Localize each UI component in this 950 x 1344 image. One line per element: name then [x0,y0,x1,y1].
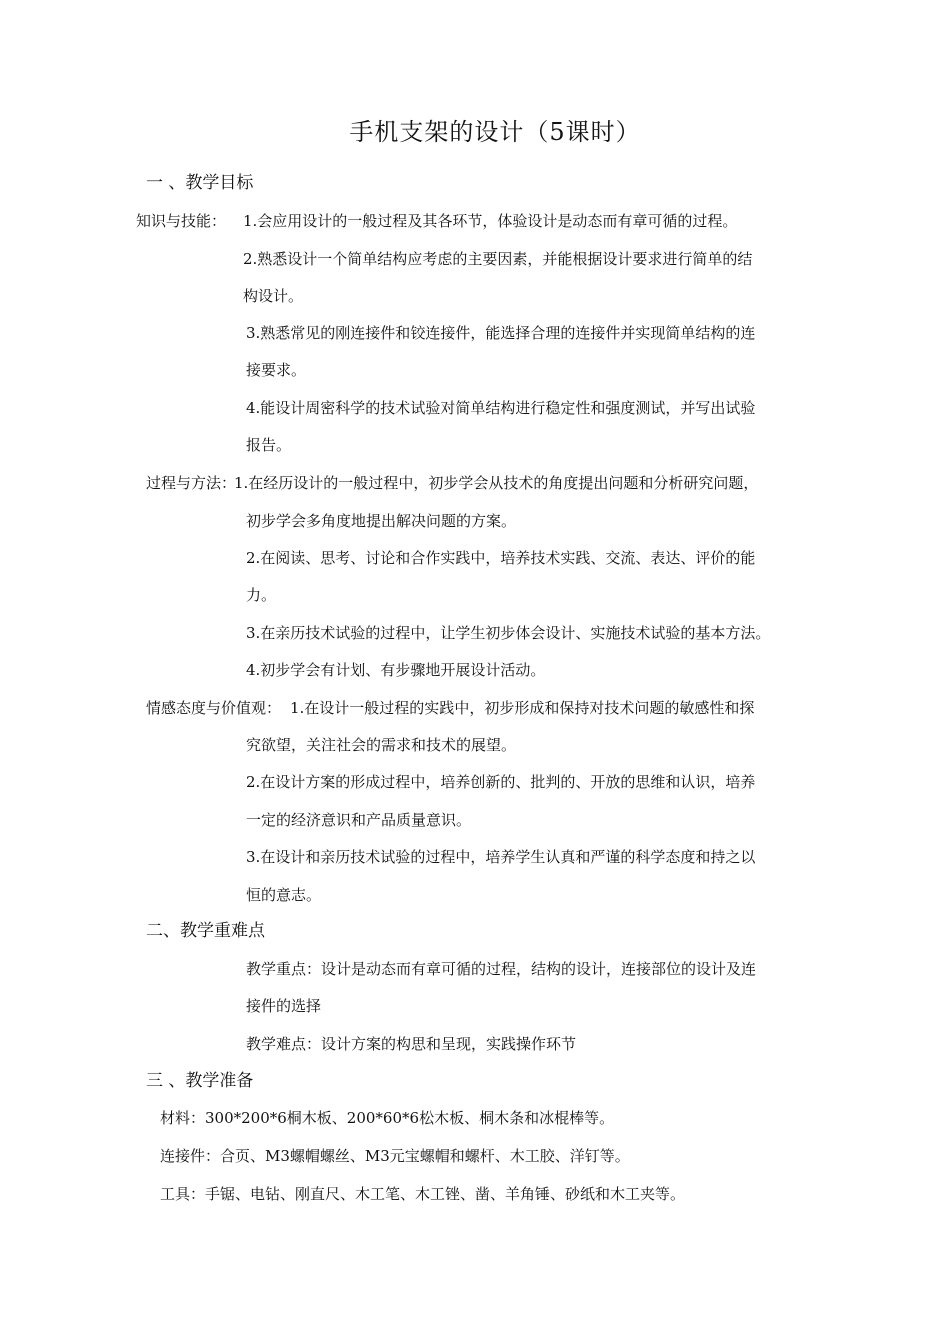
key-point-line-1: 教学重点：设计是动态而有章可循的过程，结构的设计，连接部位的设计及连 [246,960,757,978]
knowledge-item-2-line-1: 2.熟悉设计一个简单结构应考虑的主要因素，并能根据设计要求进行简单的结 [243,250,753,268]
section-heading-key-points: 二、教学重难点 [146,921,265,941]
label-process-methods: 过程与方法： [146,474,237,492]
knowledge-item-3-line-2: 接要求。 [246,361,307,379]
emotion-item-3-line-1: 3.在设计和亲历技术试验的过程中，培养学生认真和严谨的科学态度和持之以 [246,848,756,866]
document-title: 手机支架的设计（5课时） [349,118,641,146]
label-emotion-values: 情感态度与价值观： [146,699,282,717]
label-knowledge-skills: 知识与技能： [136,212,227,230]
knowledge-item-2-line-2: 构设计。 [243,287,304,305]
knowledge-item-4-line-2: 报告。 [246,436,292,454]
emotion-item-2-line-2: 一定的经济意识和产品质量意识。 [246,811,472,829]
process-item-1-line-2: 初步学会多角度地提出解决问题的方案。 [246,512,517,530]
key-point-line-2: 接件的选择 [246,997,322,1015]
emotion-item-1-line-1: 1.在设计一般过程的实践中，初步形成和保持对技术问题的敏感性和探 [290,699,755,717]
process-item-3: 3.在亲历技术试验的过程中，让学生初步体会设计、实施技术试验的基本方法。 [246,624,771,642]
difficult-point: 教学难点：设计方案的构思和呈现，实践操作环节 [246,1035,577,1053]
section-heading-preparation: 三 、教学准备 [146,1071,254,1091]
knowledge-item-4-line-1: 4.能设计周密科学的技术试验对简单结构进行稳定性和强度测试，并写出试验 [246,399,756,417]
tools-line: 工具：手锯、电钻、刚直尺、木工笔、木工锉、凿、羊角锤、砂纸和木工夹等。 [160,1185,686,1203]
section-heading-objectives: 一 、教学目标 [146,173,254,193]
process-item-1-line-1: 1.在经历设计的一般过程中，初步学会从技术的角度提出问题和分析研究问题， [234,474,759,492]
materials-line: 材料：300*200*6桐木板、200*60*6松木板、桐木条和冰棍棒等。 [160,1109,615,1127]
emotion-item-3-line-2: 恒的意志。 [246,886,322,904]
process-item-2-line-1: 2.在阅读、思考、讨论和合作实践中，培养技术实践、交流、表达、评价的能 [246,549,756,567]
knowledge-item-3-line-1: 3.熟悉常见的刚连接件和铰连接件，能选择合理的连接件并实现简单结构的连 [246,324,756,342]
process-item-2-line-2: 力。 [246,586,277,604]
emotion-item-2-line-1: 2.在设计方案的形成过程中，培养创新的、批判的、开放的思维和认识，培养 [246,773,756,791]
process-item-4: 4.初步学会有计划、有步骤地开展设计活动。 [246,661,546,679]
emotion-item-1-line-2: 究欲望，关注社会的需求和技术的展望。 [246,736,517,754]
connectors-line: 连接件：合页、M3螺帽螺丝、M3元宝螺帽和螺杆、木工胶、洋钉等。 [160,1147,630,1165]
knowledge-item-1: 1.会应用设计的一般过程及其各环节，体验设计是动态而有章可循的过程。 [243,212,738,230]
